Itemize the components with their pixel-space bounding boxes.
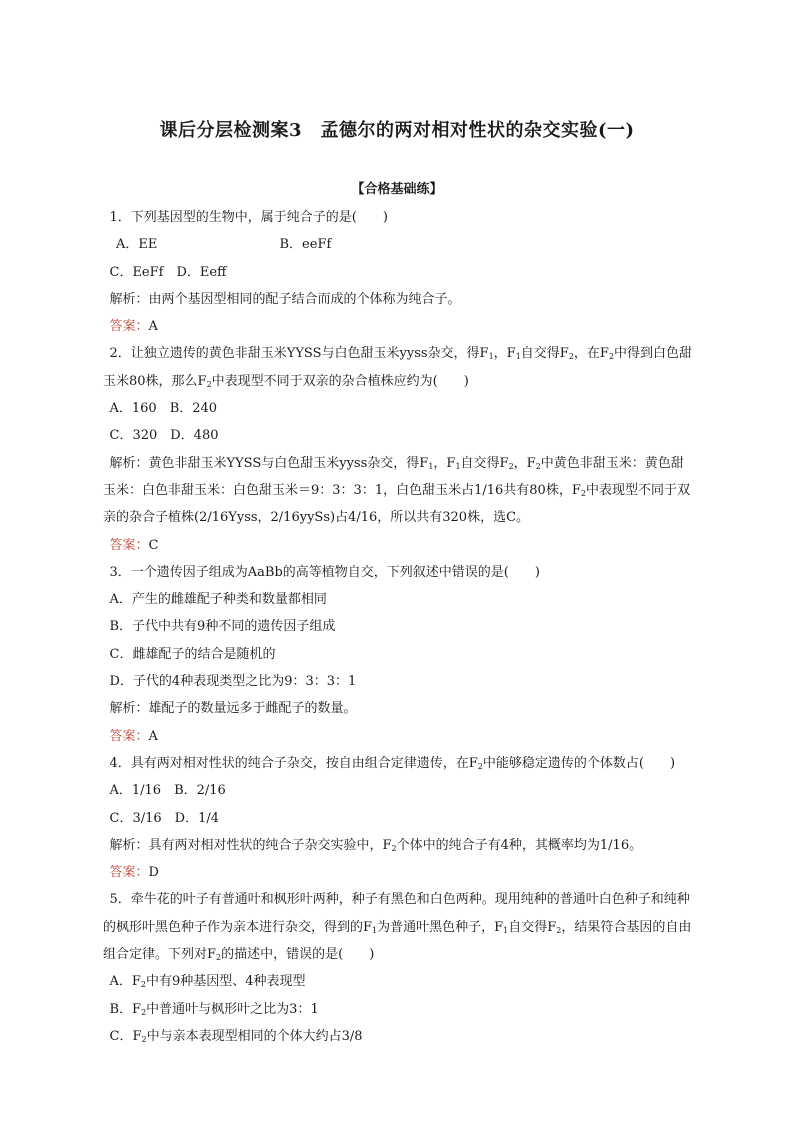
question-2-analysis: 解析：黄色非甜玉米YYSS与白色甜玉米yyss杂交，得$F_1$，$F_1$自交得$F_2$，$F_2$中黄色非甜玉米：黄色甜玉米：白色非甜玉米：白色甜玉米＝9：3：3：1，白色甜玉米占1/16共有80株，$F_2$中表现型不同于双亲的杂合子植株(2/16Yyss，2/16yySs)占4/16，所以共有320株，选C。	[103, 455, 690, 526]
question-1-stem: 1．下列基因型的生物中，属于纯合子的是( )	[109, 210, 388, 225]
question-2-options-ab: A．160 B．240	[109, 401, 218, 417]
question-3-stem: 3．一个遗传因子组成为AaBb的高等植物自交，下列叙述中错误的是( )	[109, 564, 540, 580]
question-1-options-ab	[103, 231, 695, 258]
question-2-options-cd: C．320 D．480	[109, 428, 219, 444]
question-3-answer: 答案：A	[109, 728, 158, 744]
question-5-option-c: C．$F_2$中与亲本表现型相同的个体大约占3/8	[109, 1028, 363, 1044]
question-3-option-d: D．子代的4种表现类型之比为9：3：3：1	[109, 674, 357, 690]
question-4-options-ab: A．1/16 B．2/16	[109, 783, 226, 799]
question-2-answer: 答案：C	[109, 537, 159, 553]
option-a: A．EE	[116, 237, 158, 253]
question-5-stem: 5．牵牛花的叶子有普通叶和枫形叶两种，种子有黑色和白色两种。现用纯种的普通叶白色种子和纯种的枫形叶黑色种子作为亲本进行杂交，得到的$F_1$为普通叶黑色种子，$F_1$自交得$F_2$，结果符合基因的自由组合定律。下列对$F_2$的描述中，错误的是( )	[103, 892, 692, 963]
question-3-option-b: B．子代中共有9种不同的遗传因子组成	[109, 619, 336, 635]
page-title: 课后分层检测案3 孟德尔的两对相对性状的杂交实验(一)	[159, 120, 635, 141]
question-2-stem: 2．让独立遗传的黄色非甜玉米YYSS与白色甜玉米yyss杂交，得$F_1$，$F_1$自交得$F_2$，在$F_2$中得到白色甜玉米80株，那么$F_2$中表现型不同于双亲的杂合植株应约为( )	[103, 346, 693, 389]
question-4-stem: 4．具有两对相对性状的纯合子杂交，按自由组合定律遗传，在$F_2$中能够稳定遗传的个体数占( )	[109, 755, 676, 771]
question-5-option-a: A．$F_2$中有9种基因型、4种表现型	[109, 974, 306, 990]
question-4-options-cd: C．3/16 D．1/4	[109, 810, 219, 826]
section-heading: 【合格基础练】	[351, 182, 443, 197]
answer-label: 答案：	[109, 319, 149, 335]
question-1-analysis: 解析：由两个基因型相同的配子结合而成的个体称为纯合子。	[109, 291, 461, 307]
question-list	[103, 204, 695, 1050]
question-1-answer	[103, 313, 695, 340]
question-5-option-b: B．$F_2$中普通叶与枫形叶之比为3：1	[109, 1001, 319, 1017]
option-b: B．eeFf	[279, 237, 332, 253]
question-3-analysis: 解析：雄配子的数量远多于雌配子的数量。	[109, 701, 357, 717]
question-4-analysis: 解析：具有两对相对性状的纯合子杂交实验中，$F_2$个体中的纯合子有4种，其概率均为1/16。	[109, 837, 643, 853]
question-1-options-cd: C．EeFf D．Eeff	[109, 264, 227, 280]
question-4-answer: 答案：D	[109, 865, 159, 881]
question-3-option-a: A．产生的雌雄配子种类和数量都相同	[109, 592, 327, 608]
question-3-option-c: C．雌雄配子的结合是随机的	[109, 646, 276, 662]
answer-value: A	[148, 319, 158, 335]
